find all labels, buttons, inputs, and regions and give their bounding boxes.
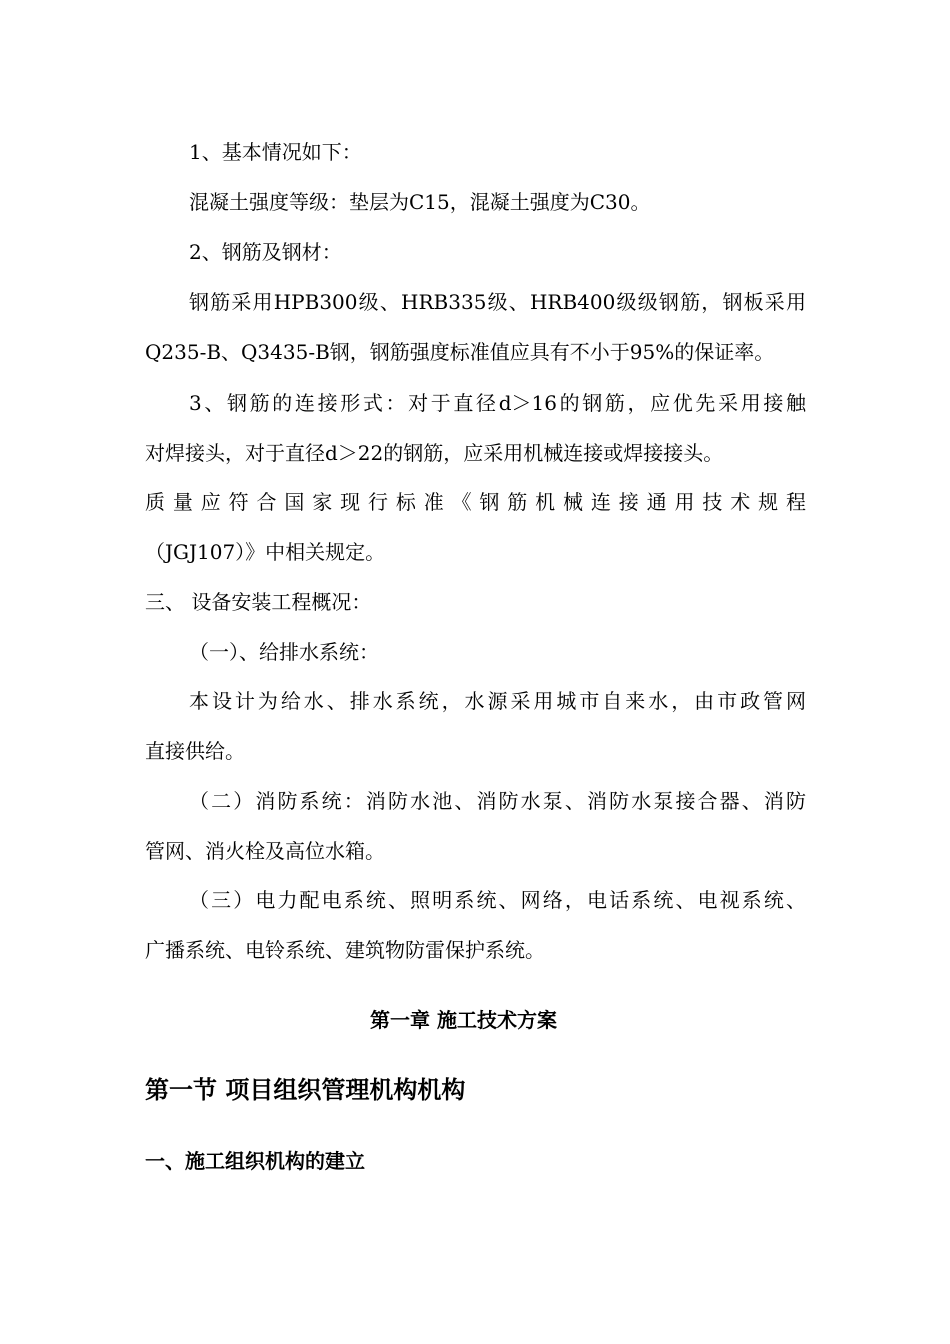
power-system-paragraph-line-1: （三）电力配电系统、照明系统、网络，电话系统、电视系统、 xyxy=(189,888,806,912)
connection-paragraph-line-4: （JGJ107）》中相关规定。 xyxy=(145,540,386,564)
fire-protection-paragraph-line-2: 管网、消火栓及高位水箱。 xyxy=(145,839,385,863)
concrete-grade-paragraph: 混凝土强度等级：垫层为C15，混凝土强度为C30。 xyxy=(189,190,651,214)
rebar-paragraph-line-1: 钢筋采用HPB300级、HRB335级、HRB400级级钢筋，钢板采用 xyxy=(189,290,806,314)
water-supply-paragraph-line-1: 本设计为给水、排水系统，水源采用城市自来水，由市政管网 xyxy=(189,689,806,713)
basic-situation-heading: 1、基本情况如下： xyxy=(189,140,362,164)
power-system-paragraph-line-2: 广播系统、电铃系统、建筑物防雷保护系统。 xyxy=(145,938,545,962)
section-heading: 第一节 项目组织管理机构机构 xyxy=(145,1075,466,1104)
connection-paragraph-line-3: 质量应符合国家现行标准《钢筋机械连接通用技术规程 xyxy=(145,490,806,514)
connection-paragraph-line-2: 对焊接头，对于直径d＞22的钢筋，应采用机械连接或焊接接头。 xyxy=(145,441,724,465)
subsection-heading: 一、施工组织机构的建立 xyxy=(145,1149,365,1173)
fire-protection-paragraph-line-1: （二）消防系统：消防水池、消防水泵、消防水泵接合器、消防 xyxy=(189,789,806,813)
equipment-installation-heading: 三、 设备安装工程概况： xyxy=(145,590,372,614)
rebar-heading: 2、钢筋及钢材： xyxy=(189,240,342,264)
water-supply-heading: （一）、给排水系统： xyxy=(189,640,379,664)
water-supply-paragraph-line-2: 直接供给。 xyxy=(145,739,245,763)
connection-paragraph-line-1: 3、钢筋的连接形式：对于直径d＞16的钢筋，应优先采用接触 xyxy=(189,391,806,415)
rebar-paragraph-line-2: Q235-B、Q3435-B钢，钢筋强度标准值应具有不小于95%的保证率。 xyxy=(145,340,775,364)
chapter-heading: 第一章 施工技术方案 xyxy=(370,1008,557,1032)
